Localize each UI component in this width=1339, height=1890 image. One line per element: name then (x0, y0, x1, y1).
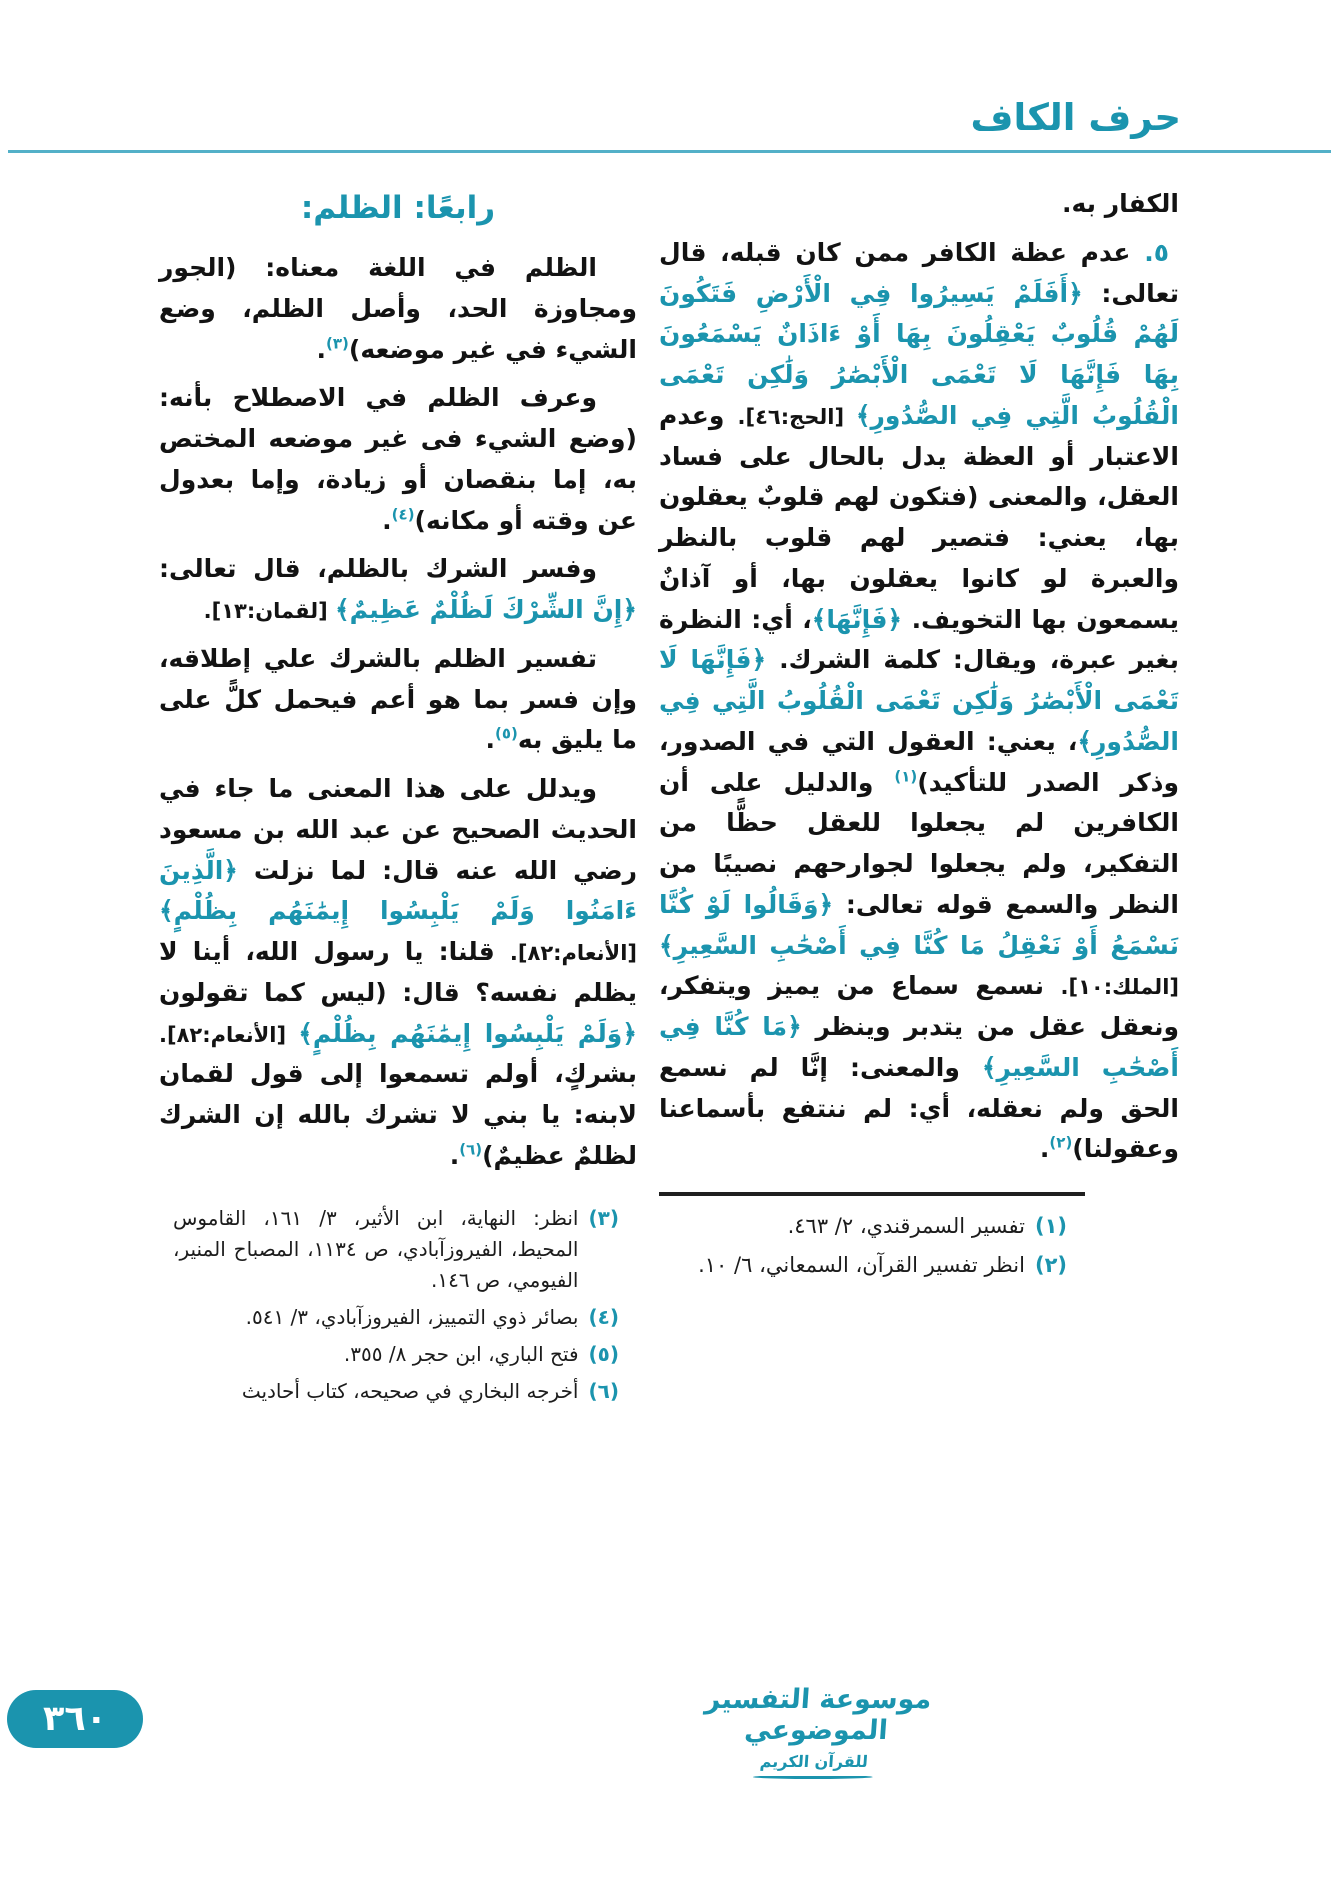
footnote-text: أخرجه البخاري في صحيحه، كتاب أحاديث (241, 1378, 579, 1403)
footnote-number: (٤) (588, 1304, 619, 1329)
two-column-layout (159, 184, 1179, 1413)
paragraph (159, 248, 637, 370)
footnote (659, 1249, 1067, 1282)
body-text: وعرف الظلم في الاصطلاح بأنه: (وضع الشيء فى غير موضعه المختص به، إما بنقصان أو زيادة، وإما بعدول عن وقته أو مكانه) (159, 383, 637, 535)
emblem-flourish-icon (753, 1775, 873, 1779)
body-text: الكفار به. (1061, 189, 1179, 218)
body-text: ويدلل على هذا المعنى ما جاء في الحديث الصحيح عن عبد الله بن مسعود رضي الله عنه قال: لما نزلت (159, 774, 637, 885)
body-text: ، أي: النظرة بغير عبرة، ويقال: كلمة الشرك. (659, 604, 1179, 675)
footnote-marker: (٣) (326, 334, 349, 353)
footnote (173, 1339, 619, 1370)
footnote-number: (٣) (588, 1205, 619, 1230)
footnote-text: انظر تفسير القرآن، السمعاني، ٦/ ١٠. (698, 1252, 1025, 1277)
quran-verse: ﴿أَفَلَمْ يَسِيرُوا فِي الْأَرْضِ فَتَكُونَ لَهُمْ قُلُوبٌ يَعْقِلُونَ بِهَا أَوْ ءَاذَانٌ يَسْمَعُونَ بِهَا فَإِنَّهَا لَا تَعْمَى الْأَبْصَٰرُ وَلَٰكِن تَعْمَى الْقُلُوبُ الَّتِي فِي الصُّدُورِ﴾ (659, 278, 1179, 430)
body-text: قلنا: يا رسول الله، أينا لا يظلم نفسه؟ قال: (ليس كما تقولون (159, 937, 637, 1007)
body-text: والمعنى: إنَّا لم نسمع الحق ولم نعقله، أي: لم ننتفع بأسماعنا وعقولنا) (659, 1052, 1179, 1164)
verse-reference: [الأنعام:٨٢]. (509, 941, 637, 965)
body-text: . (449, 1140, 460, 1170)
verse-reference: [الأنعام:٨٢]. (159, 1022, 299, 1047)
emblem-title: موسوعة التفسير الموضوعي (703, 1684, 933, 1747)
verse-reference: [الحج:٤٦]. (737, 404, 856, 429)
right-footnote-divider (659, 1192, 1085, 1196)
left-column-paragraphs (159, 248, 637, 1177)
body-text: . (382, 505, 392, 535)
footnote-marker: (٤) (391, 505, 415, 524)
quran-verse: ﴿مَا كُنَّا فِي أَصْحَٰبِ السَّعِيرِ﴾ (659, 1012, 1179, 1082)
quran-verse: ﴿وَقَالُوا لَوْ كُنَّا نَسْمَعُ أَوْ نَعْقِلُ مَا كُنَّا فِي أَصْحَٰبِ السَّعِيرِ﴾ (659, 889, 1179, 960)
body-text: . (485, 725, 495, 755)
footnote (173, 1376, 619, 1407)
body-text: . (316, 334, 327, 364)
footnote-marker: (٦) (459, 1140, 483, 1159)
quran-verse: ﴿إِنَّ الشِّرْكَ لَظُلْمٌ عَظِيمٌ﴾ (335, 595, 637, 624)
footnote-number: (٥) (588, 1341, 619, 1366)
right-column-paragraphs (659, 184, 1179, 1170)
body-text: وعدم الاعتبار أو العظة يدل بالحال على فساد العقل، والمعنى (فتكون لهم قلوبٌ يعقلون بها، يعني: فتصير لهم قلوب بالنظر والعبرة لو كانوا يعقلون بها، أو آذانٌ يسمعون بها التخويف. (659, 400, 1179, 634)
verse-reference: [الملك:١٠]. (1060, 975, 1179, 1000)
footnote-number: (٢) (1034, 1252, 1067, 1277)
footnote-marker: (١) (894, 767, 918, 786)
footnote (659, 1210, 1067, 1243)
footnote-text: فتح الباري، ابن حجر ٨/ ٣٥٥. (343, 1341, 579, 1366)
footnote-text: انظر: النهاية، ابن الأثير، ٣/ ١٦١، القاموس المحيط، الفيروزآبادي، ص ١١٣٤، المصباح المنير، الفيومي، ص ١٤٦. (173, 1205, 579, 1292)
publisher-emblem (688, 1684, 945, 1779)
section-heading: رابعًا: الظلم: (300, 190, 496, 226)
body-text: ، يعني: العقول التي في الصدور، وذكر الصدر للتأكيد) (659, 726, 1180, 797)
footnote-marker: (٥) (494, 724, 518, 743)
body-text: الظلم في اللغة معناه: (الجور ومجاوزة الحد، وأصل الظلم، وضع الشيء في غير موضعه) (159, 253, 637, 364)
body-text: تفسير الظلم بالشرك علي إطلاقه، وإن فسر بما هو أعم فيحمل كلًّ على ما يليق به (159, 643, 637, 755)
left-footnotes (159, 1203, 637, 1407)
chapter-title: حرف الكاف (970, 96, 1181, 139)
right-footnotes (659, 1210, 1179, 1281)
paragraph (159, 549, 637, 631)
paragraph (159, 769, 637, 1177)
footnote-text: تفسير السمرقندي، ٢/ ٤٦٣. (787, 1214, 1025, 1238)
body-text: عدم عظة الكافر ممن كان قبله، قال تعالى: (659, 237, 1179, 308)
footnote-marker: (٢) (1049, 1133, 1073, 1152)
paragraph (659, 184, 1179, 225)
body-text: . (1039, 1134, 1050, 1164)
footnote (173, 1203, 619, 1296)
footnote-number: (١) (1034, 1214, 1067, 1238)
header-divider (8, 150, 1331, 153)
body-text: نسمع سماع من يميز ويتفكر، ونعقل عقل من يتدبر وينظر (659, 971, 1180, 1041)
body-text: بشركٍ، أولم تسمعوا إلى قول لقمان لابنه: يا بني لا تشرك بالله إن الشرك لظلمٌ عظيمٌ) (159, 1059, 637, 1170)
emblem-subtitle: للقرآن الكريم (759, 1752, 869, 1772)
quran-verse: ﴿وَلَمْ يَلْبِسُوا إِيمَٰنَهُم بِظُلْمٍ﴾ (298, 1018, 637, 1048)
paragraph (159, 378, 637, 541)
quran-verse: ﴿فَإِنَّهَا﴾ (811, 604, 903, 634)
footnote (173, 1302, 619, 1333)
verse-reference: [لقمان:١٣]. (203, 599, 336, 623)
body-text: وفسر الشرك بالظلم، قال تعالى: (159, 554, 597, 584)
paragraph (659, 233, 1179, 1170)
quran-verse: ﴿فَإِنَّهَا لَا تَعْمَى الْأَبْصَٰرُ وَلَٰكِن تَعْمَى الْقُلُوبُ الَّتِي فِي الصُّدُورِ﴾ (659, 645, 1179, 756)
page-number-badge: ٣٦٠ (7, 1690, 143, 1748)
list-number: ٥. (1130, 237, 1169, 267)
left-column (159, 184, 637, 1413)
right-column (659, 184, 1179, 1287)
body-text: والدليل على أن الكافرين لم يجعلوا للعقل حظًّا من التفكير، ولم يجعلوا لجوارحهم نصيبًا من النظر والسمع قوله تعالى: (659, 767, 1179, 919)
paragraph (159, 639, 637, 761)
footnote-number: (٦) (588, 1378, 619, 1403)
footnote-text: بصائر ذوي التمييز، الفيروزآبادي، ٣/ ٥٤١. (245, 1304, 579, 1329)
quran-verse: ﴿الَّذِينَ ءَامَنُوا وَلَمْ يَلْبِسُوا إِيمَٰنَهُم بِظُلْمٍ﴾ (159, 855, 637, 926)
